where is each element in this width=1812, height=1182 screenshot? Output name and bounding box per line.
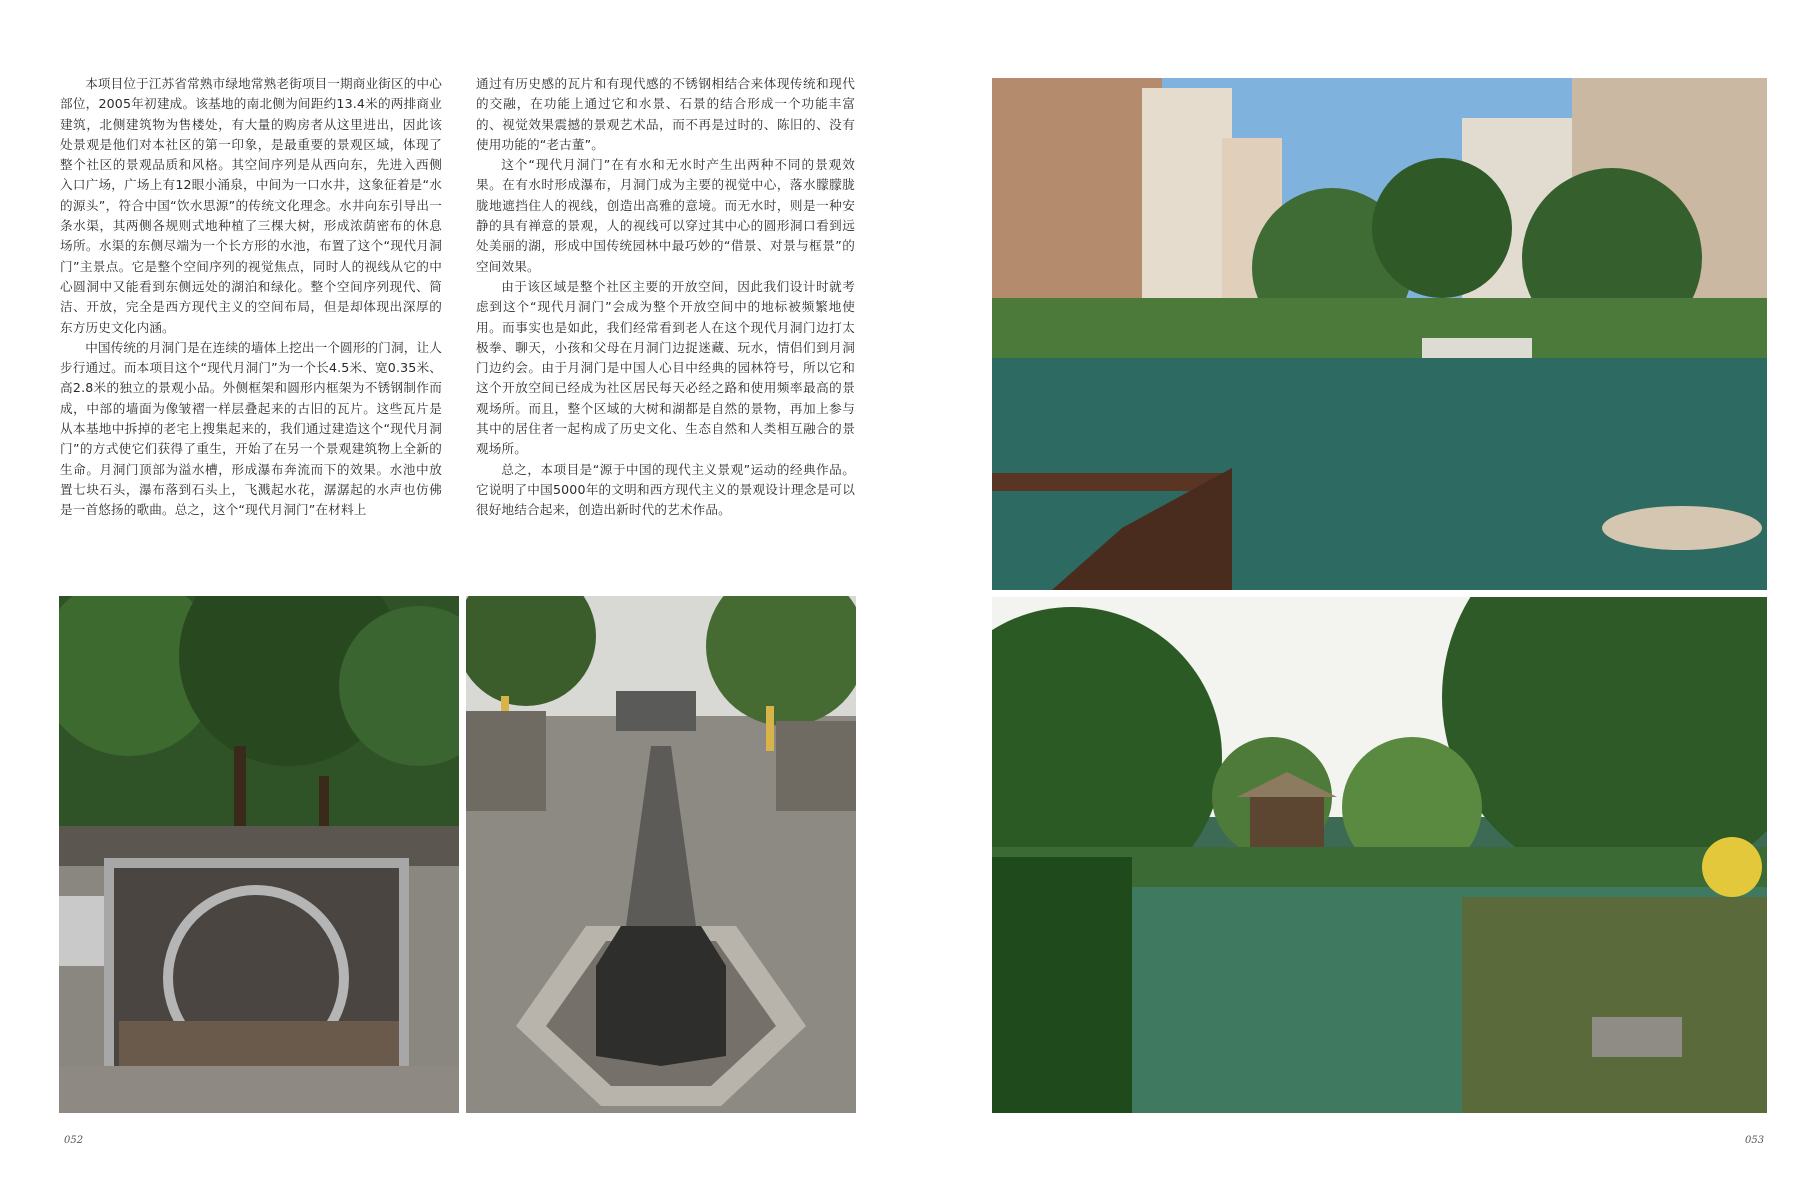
water-channel-photo (466, 596, 856, 1113)
middle-text-column (476, 74, 855, 521)
pavilion-pond-photo (992, 597, 1767, 1113)
page-number-right: 053 (1745, 1135, 1765, 1146)
moon-gate-photo (59, 596, 459, 1113)
paragraph: 中国传统的月洞门是在连续的墙体上挖出一个圆形的门洞，让人步行通过。而本项目这个“现代月洞门”为一个长4.5米、宽0.35米、高2.8米的独立的景观小品。外侧框架和圆形内框架为不锈钢制作而成，中部的墙面为像皱褶一样层叠起来的古旧的瓦片。这些瓦片是从本基地中拆掉的老宅上搜集起来的，我们通过建造这个“现代月洞门”的方式使它们获得了重生，开始了在另一个景观建筑物上全新的生命。月洞门顶部为溢水槽，形成瀑布奔流而下的效果。水池中放置七块石头，瀑布落到石头上，飞溅起水花，潺潺起的水声也仿佛是一首悠扬的歌曲。总之，这个“现代月洞门”在材料上 (60, 339, 443, 518)
page-number-left: 052 (64, 1135, 84, 1146)
paragraph: 总之，本项目是“源于中国的现代主义景观”运动的经典作品。它说明了中国5000年的文明和西方现代主义的景观设计理念是可以很好地结合起来，创造出新时代的艺术作品。 (476, 461, 855, 518)
residential-lake-photo (992, 78, 1767, 590)
paragraph: 由于该区域是整个社区主要的开放空间，因此我们设计时就考虑到这个“现代月洞门”会成为整个开放空间中的地标被频繁地使用。而事实也是如此，我们经常看到老人在这个现代月洞门边打太极拳、聊天，小孩和父母在月洞门边捉迷藏、玩水，情侣们到月洞门边约会。由于月洞门是中国人心目中经典的园林符号，所以它和这个开放空间已经成为社区居民每天必经之路和使用频率最高的景观场所。而且，整个区域的大树和湖都是自然的景物，再加上参与其中的居住者一起构成了历史文化、生态自然和人类相互融合的景观场所。 (476, 278, 855, 457)
paragraph: 通过有历史感的瓦片和有现代感的不锈钢相结合来体现传统和现代的交融，在功能上通过它和水景、石景的结合形成一个功能丰富的、视觉效果震撼的景观艺术品，而不再是过时的、陈旧的、没有使用功能的“老古董”。 (476, 76, 855, 152)
left-text-column (60, 74, 442, 521)
paragraph: 本项目位于江苏省常熟市绿地常熟老街项目一期商业街区的中心部位，2005年初建成。该基地的南北侧为间距约13.4米的两排商业建筑，北侧建筑物为售楼处，有大量的购房者从这里进出，因此该处景观是他们对本社区的第一印象，是最重要的景观区域，体现了整个社区的景观品质和风格。其空间序列是从西向东，先进入西侧入口广场，广场上有12眼小涌泉，中间为一口水井，这象征着是“水的源头”，符合中国“饮水思源”的传统文化理念。水井向东引导出一条水渠，其两侧各规则式地种植了三棵大树，形成浓荫密布的休息场所。水渠的东侧尽端为一个长方形的水池，布置了这个“现代月洞门”主景点。它是整个空间序列的视觉焦点，同时人的视线从它的中心圆洞中又能看到东侧远处的湖泊和绿化。整个空间序列现代、简洁、开放，完全是西方现代主义的空间布局，但是却体现出深厚的东方历史文化内涵。 (60, 76, 443, 335)
paragraph: 这个“现代月洞门”在有水和无水时产生出两种不同的景观效果。在有水时形成瀑布，月洞门成为主要的视觉中心，落水朦朦胧胧地遮挡住人的视线，创造出高雅的意境。而无水时，则是一种安静的具有禅意的景观，人的视线可以穿过其中心的圆形洞口看到远处美丽的湖，形成中国传统园林中最巧妙的“借景、对景与框景”的空间效果。 (476, 157, 855, 274)
